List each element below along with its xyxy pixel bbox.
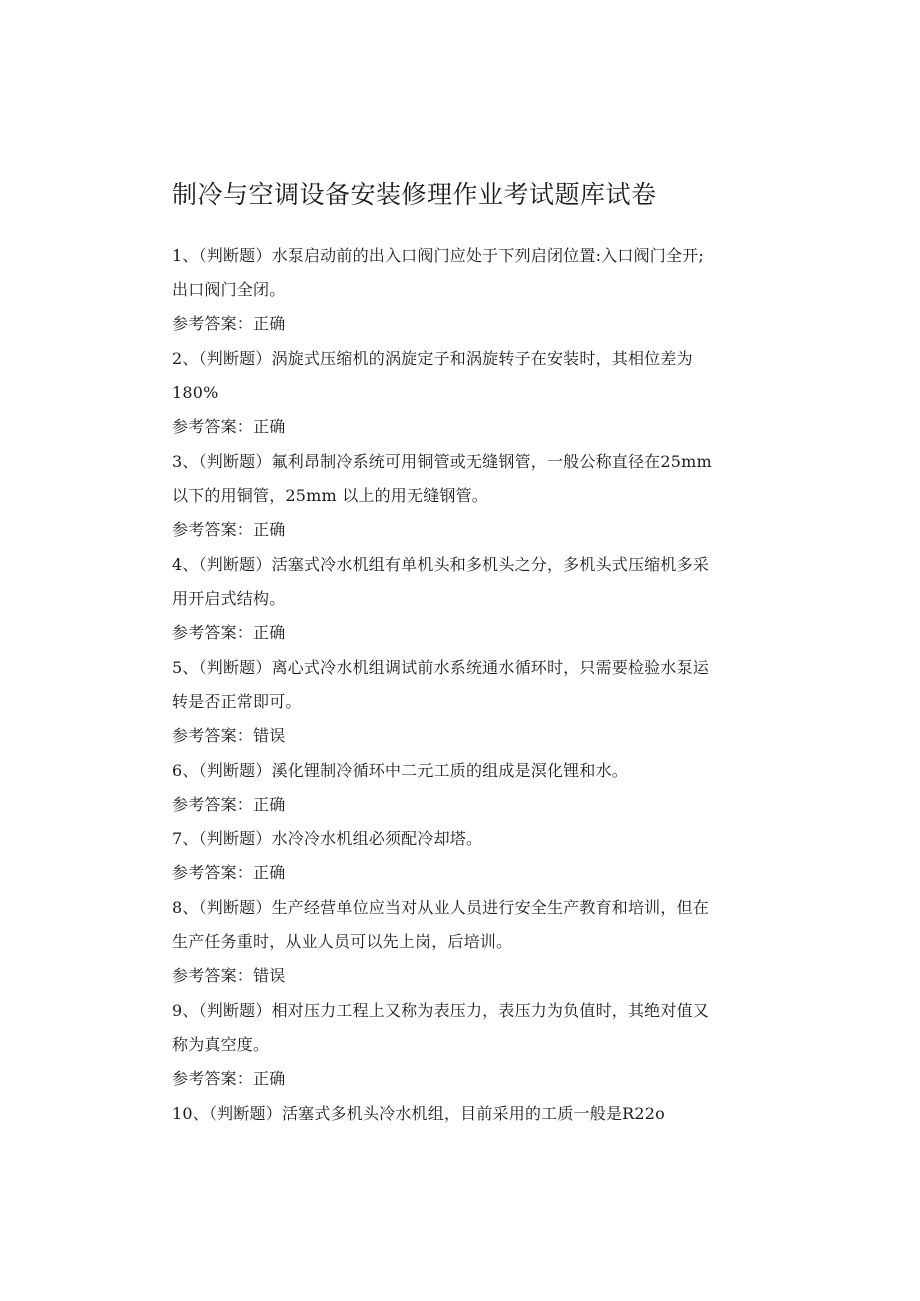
answer-value: 正确 (253, 417, 286, 436)
answer-9 (172, 1068, 285, 1090)
answer-3 (172, 519, 285, 541)
answer-value: 正确 (253, 314, 286, 333)
question-8-line-2: 生产任务重时，从业人员可以先上岗，后培训。 (172, 932, 513, 951)
answer-label: 参考答案： (172, 417, 254, 436)
answer-2 (172, 416, 285, 438)
answer-label: 参考答案： (172, 863, 254, 882)
question-10-line-1: 10、（判断题）活塞式多机头冷水机组，目前采用的工质一般是R22o (172, 1104, 665, 1123)
question-2-line-1: 2、（判断题）涡旋式压缩机的涡旋定子和涡旋转子在安装时，其相位差为 (172, 349, 693, 368)
question-7-line-1: 7、（判断题）水冷冷水机组必须配冷却塔。 (172, 829, 483, 848)
answer-label: 参考答案： (172, 520, 254, 539)
answer-7 (172, 862, 285, 884)
answer-1 (172, 313, 285, 335)
question-6-line-1: 6、（判断题）溪化锂制冷循环中二元工质的组成是溟化锂和水。 (172, 761, 628, 780)
document-title: 制冷与空调设备安装修理作业考试题库试卷 (172, 180, 657, 209)
answer-value: 正确 (253, 795, 286, 814)
question-8-line-1: 8、（判断题）生产经营单位应当对从业人员进行安全生产教育和培训，但在 (172, 898, 709, 917)
answer-5 (172, 725, 285, 747)
question-2-line-2: 180% (172, 383, 219, 402)
question-4-line-2: 用开启式结构。 (172, 589, 286, 608)
answer-6 (172, 794, 285, 816)
answer-label: 参考答案： (172, 314, 254, 333)
answer-value: 正确 (253, 520, 286, 539)
question-9-line-2: 称为真空度。 (172, 1035, 270, 1054)
answer-8 (172, 965, 285, 987)
question-5-line-2: 转是否正常即可。 (172, 692, 302, 711)
answer-label: 参考答案： (172, 623, 254, 642)
answer-value: 错误 (253, 726, 286, 745)
question-4-line-1: 4、（判断题）活塞式冷水机组有单机头和多机头之分，多机头式压缩机多采 (172, 555, 709, 574)
answer-label: 参考答案： (172, 1069, 254, 1088)
question-1-line-2: 出口阀门全闭。 (172, 280, 286, 299)
answer-label: 参考答案： (172, 966, 254, 985)
answer-value: 正确 (253, 623, 286, 642)
question-1-line-1: 1、（判断题）水泵启动前的出入口阀门应处于下列启闭位置:入口阀门全开; (172, 246, 704, 265)
answer-4 (172, 622, 285, 644)
answer-value: 正确 (253, 1069, 286, 1088)
answer-value: 正确 (253, 863, 286, 882)
question-9-line-1: 9、（判断题）相对压力工程上又称为表压力，表压力为负值时，其绝对值又 (172, 1001, 709, 1020)
question-3-line-2: 以下的用铜管，25mm 以上的用无缝钢管。 (172, 486, 488, 505)
answer-value: 错误 (253, 966, 286, 985)
question-5-line-1: 5、（判断题）离心式冷水机组调试前水系统通水循环时，只需要检验水泵运 (172, 658, 709, 677)
answer-label: 参考答案： (172, 726, 254, 745)
answer-label: 参考答案： (172, 795, 254, 814)
question-3-line-1: 3、（判断题）氟利昂制冷系统可用铜管或无缝钢管，一般公称直径在25mm (172, 452, 712, 471)
